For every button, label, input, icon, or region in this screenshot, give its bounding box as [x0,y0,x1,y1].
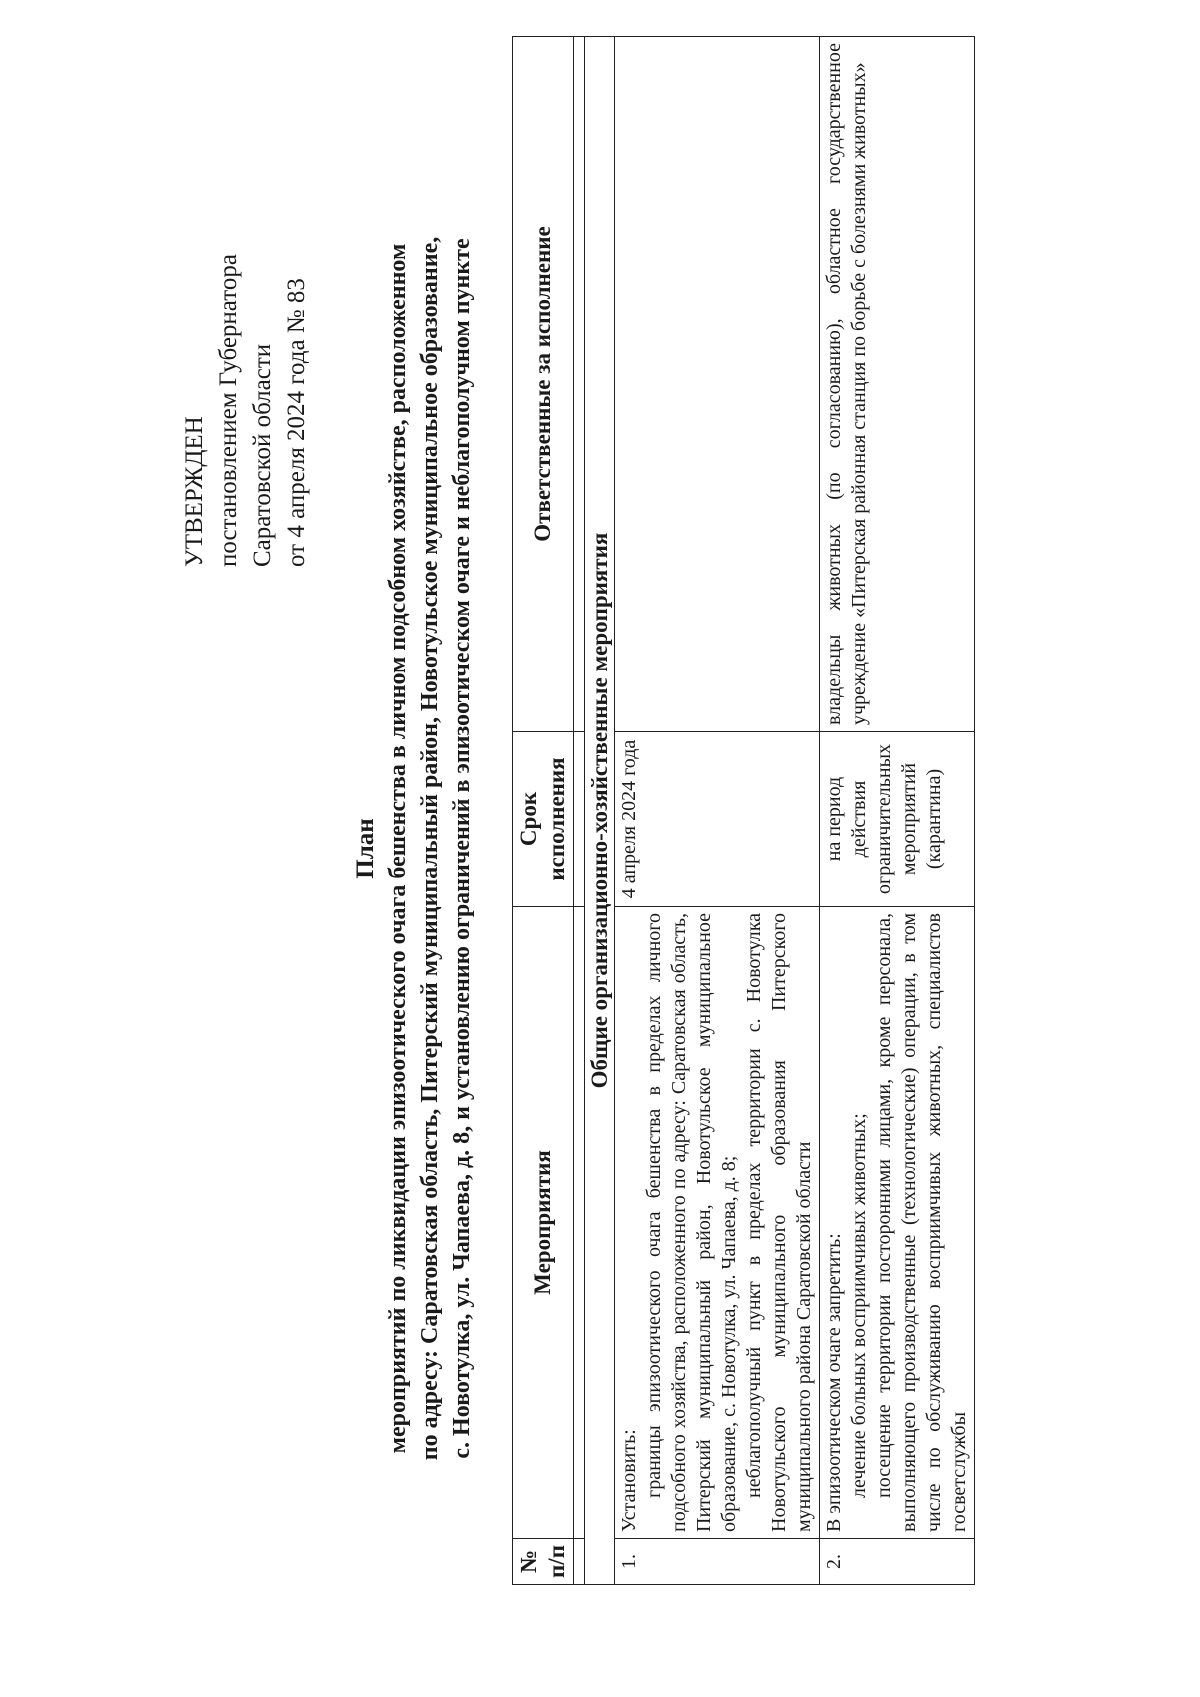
section-row [585,37,615,1585]
measure-line: лечение больных восприимчивых животных; [848,1113,870,1498]
approval-line: Саратовской области [249,343,276,567]
header-deadline: Срок исполнения [513,732,574,907]
measure-line: посещение территории посторонними лицами, кроме персонала, выполняющего производственные (технологические) операции, в том числе по обслуживанию восприимчивых животных, специалистов госветслужбы [873,913,970,1532]
table-row [615,37,820,1585]
measure-line: Установить: [618,1429,640,1532]
title-heading: План [352,818,379,879]
row-deadline: на период действия ограничительных мероприятий (карантина) [820,732,975,907]
measure-line: В эпизоотическом очаге запретить: [823,1233,845,1532]
row-responsible: владельцы животных (по согласованию), областное государственное учреждение «Питерская районная станция по борьбе с болезнями животных» [820,37,975,732]
table-header-row [513,37,574,1585]
approval-date: от 4 апреля 2024 года № 83 [283,278,310,567]
approval-line: постановлением Губернатора [215,254,242,567]
measure-line: границы эпизоотического очага бешенства в пределах личного подсобного хозяйства, расположенного по адресу: Саратовская область, Питерский муниципальный район, Новотульское муниципальное образование, с. Новотулка, ул. Чапаева, д. 8; [643,913,740,1532]
row-measures [615,907,820,1539]
title-line: по адресу: Саратовская область, Питерский муниципальный район, Новотульское муниципальное образование, [417,236,443,1461]
title-line: мероприятий по ликвидации эпизоотического очага бешенства в личном подсобном хозяйстве, расположенном [385,243,411,1454]
row-responsible [615,37,820,732]
measure-line: неблагополучный пункт в пределах территории с. Новотулка Новотульского муниципального образования Питерского муниципального района Саратовской области [743,913,815,1532]
row-deadline: 4 апреля 2024 года [615,732,820,907]
table-row [820,37,975,1585]
header-responsible: Ответственные за исполнение [513,37,574,732]
header-num: № п/п [513,1539,574,1585]
section-title: Общие организационно-хозяйственные мероприятия [585,37,615,1585]
title-line: с. Новотулка, ул. Чапаева, д. 8, и установлению ограничений в эпизоотическом очаге и неблагополучном пункте [449,238,475,1459]
row-number: 1. [615,1539,820,1585]
header-measures: Мероприятия [513,907,574,1539]
row-number: 2. [820,1539,975,1585]
approval-stamp [178,254,314,567]
approval-title: УТВЕРЖДЕН [181,416,208,567]
measures-table [512,36,975,1585]
spacer-row [574,37,585,1585]
row-measures [820,907,975,1539]
document-title [350,0,478,1697]
